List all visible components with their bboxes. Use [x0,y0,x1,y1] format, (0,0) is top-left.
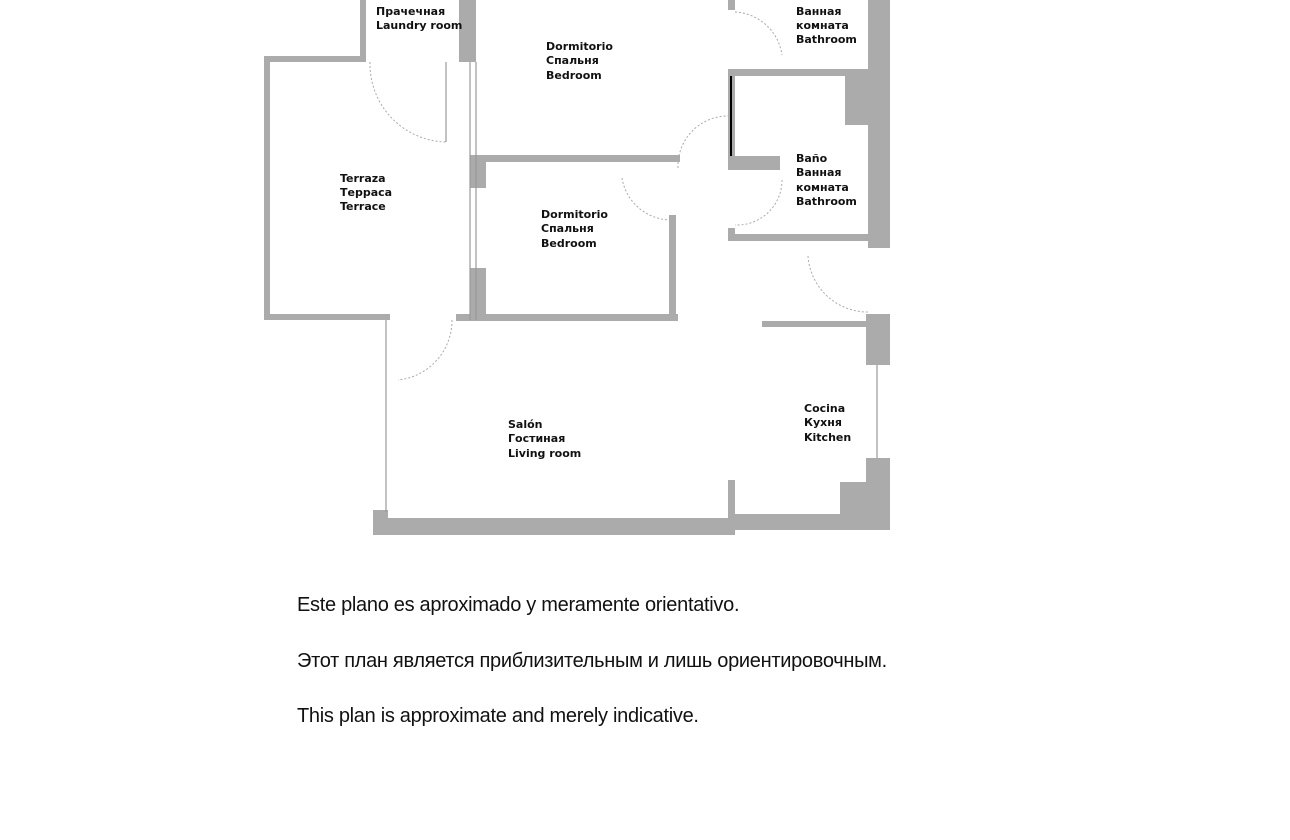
disclaimer-english: This plan is approximate and merely indicative. [297,705,699,727]
label-laundry: Прачечная Laundry room [376,5,463,32]
label-kitchen: Cocina Кухня Kitchen [804,402,852,444]
disclaimer-russian: Этот план является приблизительным и лишь ориентировочным. [297,650,887,672]
disclaimer-spanish: Este plano es aproximado y meramente orientativo. [297,594,740,616]
label-terrace: Terraza Терраса Terrace [340,172,393,213]
label-living-room: Salón Гостиная Living room [508,418,582,460]
label-bathroom-1: Ванная комната Bathroom [796,5,857,46]
label-bedroom-2: Dormitorio Спальня Bedroom [541,208,608,250]
label-bedroom-1: Dormitorio Спальня Bedroom [546,40,613,82]
label-bathroom-2: Baño Ванная комната Bathroom [796,152,857,208]
